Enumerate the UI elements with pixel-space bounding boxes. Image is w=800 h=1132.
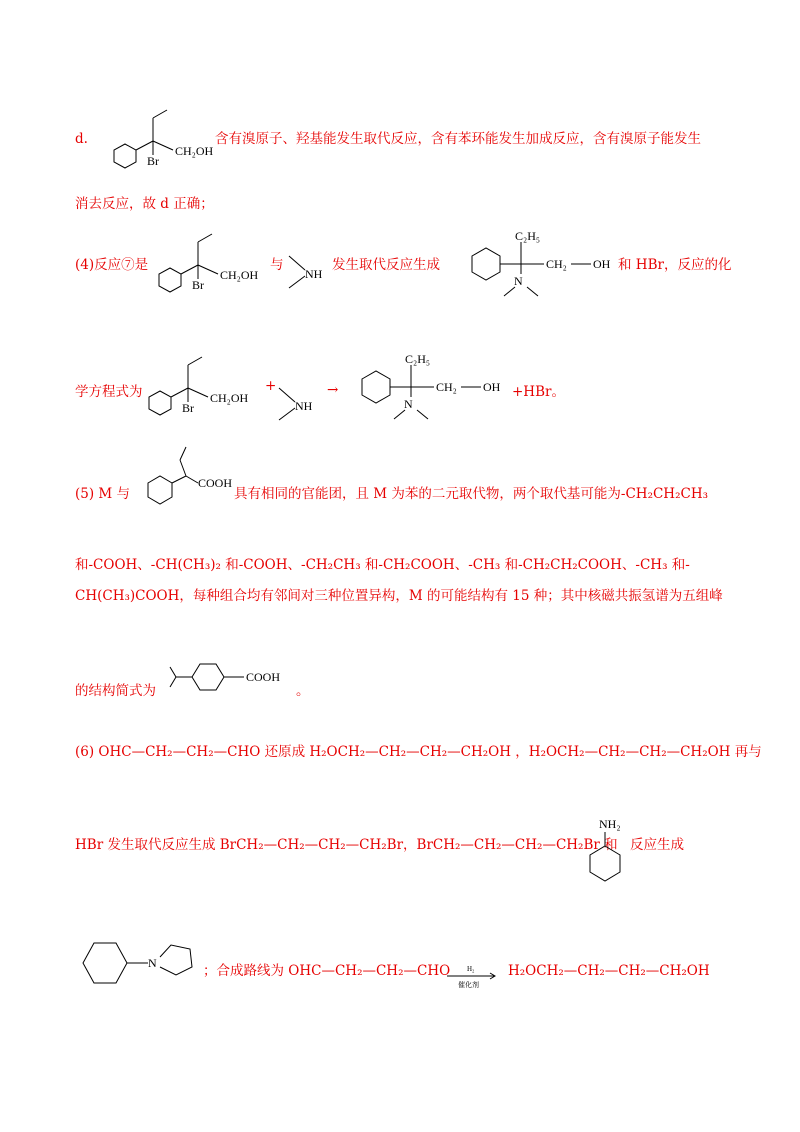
- q5-text: 具有相同的官能团，且 M 为苯的二元取代物，两个取代基可能为-CH₂CH₂CH₃: [234, 486, 709, 502]
- nh-label: NH: [305, 267, 323, 281]
- q6-line1: (6) OHC—CH₂—CH₂—CHO 还原成 H₂OCH₂—CH₂—CH₂—CH₂OH ，H₂OCH₂—CH₂—CH₂—CH₂OH 再与: [75, 744, 762, 760]
- molecule-product-amine-1: [448, 222, 618, 302]
- br-label: Br: [192, 278, 204, 292]
- n-label: N: [514, 274, 523, 288]
- cooh-label: COOH: [246, 670, 281, 684]
- benzene-ring: [114, 144, 136, 168]
- q5-prefix: (5) M 与: [75, 486, 131, 502]
- q5-line2: 和-COOH、-CH(CH₃)₂ 和-COOH、-CH₂CH₃ 和-CH₂COOH、-CH₃ 和-CH₂CH₂COOH、-CH₃ 和-: [75, 557, 690, 573]
- ch2oh-label: CH₂OH: [175, 144, 214, 158]
- eq-plus: +: [265, 378, 277, 394]
- ch2-label: CH₂: [546, 257, 567, 271]
- q4-prefix: (4)反应⑦是: [75, 257, 149, 273]
- pyrrolidine-ring: [160, 945, 192, 975]
- oh-label: OH: [483, 380, 501, 394]
- cooh-label: COOH: [198, 476, 233, 490]
- q6-line3a: ；合成路线为 OHC—CH₂—CH₂—CHO: [203, 963, 451, 979]
- ch2oh-label: CH₂OH: [210, 391, 249, 405]
- molecule-bromo-alcohol-2: [140, 222, 265, 297]
- nh-label: NH: [295, 399, 313, 413]
- q6-line2a: HBr 发生取代反应生成 BrCH₂—CH₂—CH₂—CH₂Br，BrCH₂—CH₂—CH₂—CH₂Br 和: [75, 837, 618, 853]
- benzene-ring: [192, 664, 224, 690]
- molecule-phenylbutanoic-acid: [128, 445, 238, 520]
- br-label: Br: [147, 154, 159, 168]
- molecule-cyclohexylamine: [575, 810, 635, 890]
- cyclohexane-ring: [83, 943, 127, 983]
- ch2-label: CH₂: [436, 380, 457, 394]
- q5-line3: CH(CH₃)COOH，每种组合均有邻间对三种位置异构，M 的可能结构有 15 种；其中核磁共振氢谱为五组峰: [75, 588, 723, 604]
- molecule-bromo-alcohol-3: [130, 345, 255, 420]
- c2h5-label: C₂H₅: [515, 229, 541, 243]
- molecule-dimethylamine-1: [287, 250, 337, 295]
- ch2oh-label: CH₂OH: [220, 268, 259, 282]
- eq-prefix: 学方程式为: [75, 384, 143, 400]
- oh-label: OH: [593, 257, 611, 271]
- molecule-cyclohexylpyrrolidine: [68, 935, 208, 995]
- q4-mid: 发生取代反应生成: [332, 257, 440, 273]
- benzene-ring: [149, 391, 171, 415]
- c2h5-label: C₂H₅: [405, 352, 431, 366]
- benzene-ring: [159, 268, 181, 292]
- benzene-ring: [362, 371, 390, 403]
- nh2-label: NH₂: [599, 817, 621, 831]
- n-label: N: [148, 956, 157, 970]
- q5-struct-prefix: 的结构简式为: [75, 683, 156, 699]
- q4-suffix: 和 HBr，反应的化: [618, 257, 732, 273]
- benzene-ring: [472, 248, 500, 280]
- molecule-product-amine-2: [338, 345, 513, 425]
- d-text: 含有溴原子、羟基能发生取代反应，含有苯环能发生加成反应，含有溴原子能发生: [215, 131, 701, 147]
- eq-hbr: +HBr。: [512, 384, 565, 400]
- arrow-reagent: H₂: [467, 965, 475, 973]
- molecule-bromo-alcohol-1: [95, 98, 215, 173]
- d-continuation: 消去反应，故 d 正确；: [75, 196, 214, 212]
- cyclohexane-ring: [590, 846, 620, 881]
- q6-line3b: H₂OCH₂—CH₂—CH₂—CH₂OH: [508, 963, 710, 979]
- eq-arrow: →: [327, 382, 339, 398]
- molecule-isopropylbenzoic-acid: [162, 655, 302, 700]
- molecule-dimethylamine-2: [277, 382, 327, 427]
- q6-line2b: 反应生成: [630, 837, 684, 853]
- q4-and: 与: [270, 257, 284, 273]
- benzene-ring: [148, 476, 172, 504]
- q5-struct-end: 。: [296, 683, 310, 699]
- n-label: N: [404, 397, 413, 411]
- d-label: d.: [75, 131, 88, 147]
- reaction-arrow: [445, 957, 500, 993]
- arrow-catalyst: 催化剂: [458, 981, 479, 989]
- br-label: Br: [182, 401, 194, 415]
